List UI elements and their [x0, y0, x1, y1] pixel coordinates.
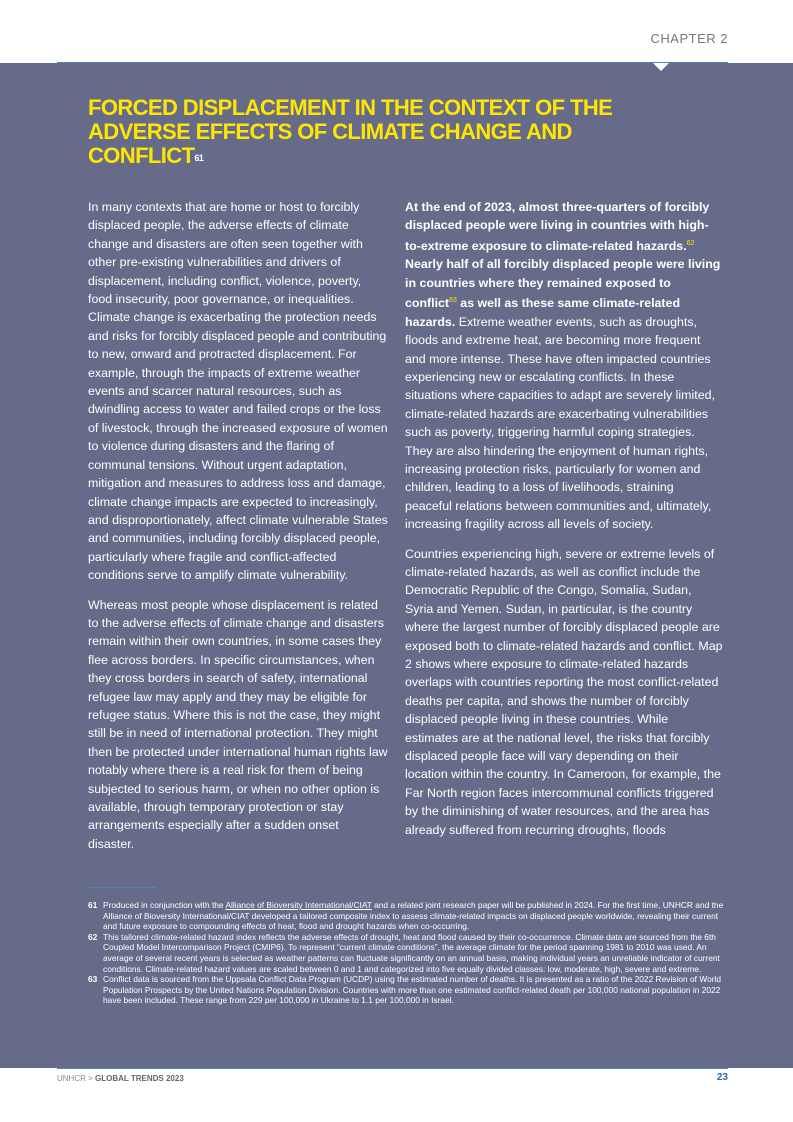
- footnote: 61 Produced in conjunction with the Alliance of Bioversity International/CIAT and a related joint research paper will be published in 2024. For the first time, UNHCR and the Alliance of Bioversity International/CIAT developed a tailored composite index to assess climate-related impacts on displaced people worldwide, revealing their current and future exposure to compounding effects of heat, flood and drought hazards when co-occurring.: [88, 900, 724, 932]
- footnote: 63 Conflict data is sourced from the Uppsala Conflict Data Program (UCDP) using the estimated number of deaths. It is presented as a ratio of the 2022 Revision of World Population Prospects by the United Nations Population Division. Countries with more than one estimated conflict-related death per 100,000 national population in 2022 have been included. These range from 229 per 100,000 in Ukraine to 1.1 per 100,000 in Israel.: [88, 974, 722, 1006]
- footnote-ref[interactable]: 63: [449, 297, 457, 305]
- footnote-divider: [88, 887, 156, 888]
- top-divider: [57, 62, 728, 63]
- right-column: [405, 198, 723, 850]
- title-footnote-ref[interactable]: 61: [194, 153, 204, 163]
- page-number: 23: [716, 1072, 728, 1083]
- section-title: FORCED DISPLACEMENT IN THE CONTEXT OF THE ADVERSE EFFECTS OF CLIMATE CHANGE AND CONFLICT$^{61}$: [88, 95, 613, 168]
- chapter-marker-triangle: [653, 63, 669, 71]
- footnote-link[interactable]: Alliance of Bioversity International/CIAT: [225, 900, 372, 910]
- paragraph: At the end of 2023, almost three-quarters of forcibly displaced people were living in countries with high-to-extreme exposure to climate-related hazards.$^{62}$ Nearly half of all forcibly displaced people were living in countries where they remained exposed to conflict$^{63}$ as well as these same climate-related hazards. Extreme weather events, such as droughts, floods and extreme heat, are becoming more frequent and more intense. These have often impacted countries experiencing new or escalating conflicts. In these situations where capacities to adapt are severely limited, climate-related hazards are exacerbating vulnerabilities such as poverty, triggering harmful coping strategies. They are also hindering the enjoyment of human rights, increasing protection risks, particularly for women and children, leading to a loss of livelihoods, straining peaceful relations between communities and, ultimately, increasing fragility across all levels of society.: [405, 200, 721, 532]
- paragraph: Whereas most people whose displacement is related to the adverse effects of climate change and disasters remain within their own countries, in some cases they flee across borders. In specific circumstances, when they cross borders in search of safety, international refugee law may apply and they may be eligible for refugee status. Where this is not the case, they might still be in need of international protection. They might then be protected under international human rights law notably where there is a real risk for them of being subjected to serious harm, or when no other option is available, through temporary protection or stay arrangements especially after a sudden onset disaster.: [88, 597, 388, 851]
- paragraph: Countries experiencing high, severe or extreme levels of climate-related hazards, as well as conflict include the Democratic Republic of the Congo, Somalia, Sudan, Syria and Yemen. Sudan, in particular, is the country where the largest number of forcibly displaced people are exposed both to climate-related hazards and conflict. Map 2 shows where exposure to climate-related hazards overlaps with countries reporting the most conflict-related deaths per capita, and shows the number of forcibly displaced people living in these countries. While estimates are at the national level, the risks that forcibly displaced people face will vary depending on their location within the country. In Cameroon, for example, the Far North region faces intercommunal conflicts triggered by the diminishing of water resources, and the area has already suffered from recurring droughts, floods: [405, 546, 723, 837]
- left-column: [88, 198, 388, 864]
- footnote: 62 This tailored climate-related hazard index reflects the adverse effects of drought, heat and flood caused by their co-occurrence. Climate data are sourced from the 6th Coupled Model Intercomparison Project (CMIP6). To represent “current climate conditions”, the average climate for the period spanning 1981 to 2010 was used. An average of several recent years is selected as weather patterns can fluctuate significantly on an annual basis, making individual years an unreliable indicator of current conditions. Climate-related hazard values are scaled between 0 and 1 and categorized into five equally divided classes: low, moderate, high, severe and extreme.: [88, 931, 720, 974]
- footnotes: [88, 900, 728, 1006]
- chapter-label: CHAPTER 2: [650, 31, 728, 46]
- bottom-divider: [57, 1068, 728, 1069]
- footnote-ref[interactable]: 62: [686, 239, 695, 247]
- paragraph: In many contexts that are home or host to forcibly displaced people, the adverse effects of climate change and disasters are often seen together with other pre-existing vulnerabilities and drivers of displacement, including conflict, violence, poverty, food insecurity, poor governance, or inequalities. Climate change is exacerbating the protection needs and risks for forcibly displaced people and contributing to new, onward and protracted displacement. For example, through the impacts of extreme weather events and scarcer natural resources, such as dwindling access to water and failed crops or the loss of livestock, through the increased exposure of women to violence during disasters and the flaring of communal tensions. Without urgent adaptation, mitigation and measures to address loss and damage, climate change impacts are expected to increasingly, and disproportionately, affect climate vulnerable States and communities, including forcibly displaced people, particularly where fragile and conflict-affected conditions serve to amplify climate vulnerability.: [88, 200, 388, 583]
- footer-breadcrumb: UNHCR > GLOBAL TRENDS 2023: [57, 1074, 184, 1083]
